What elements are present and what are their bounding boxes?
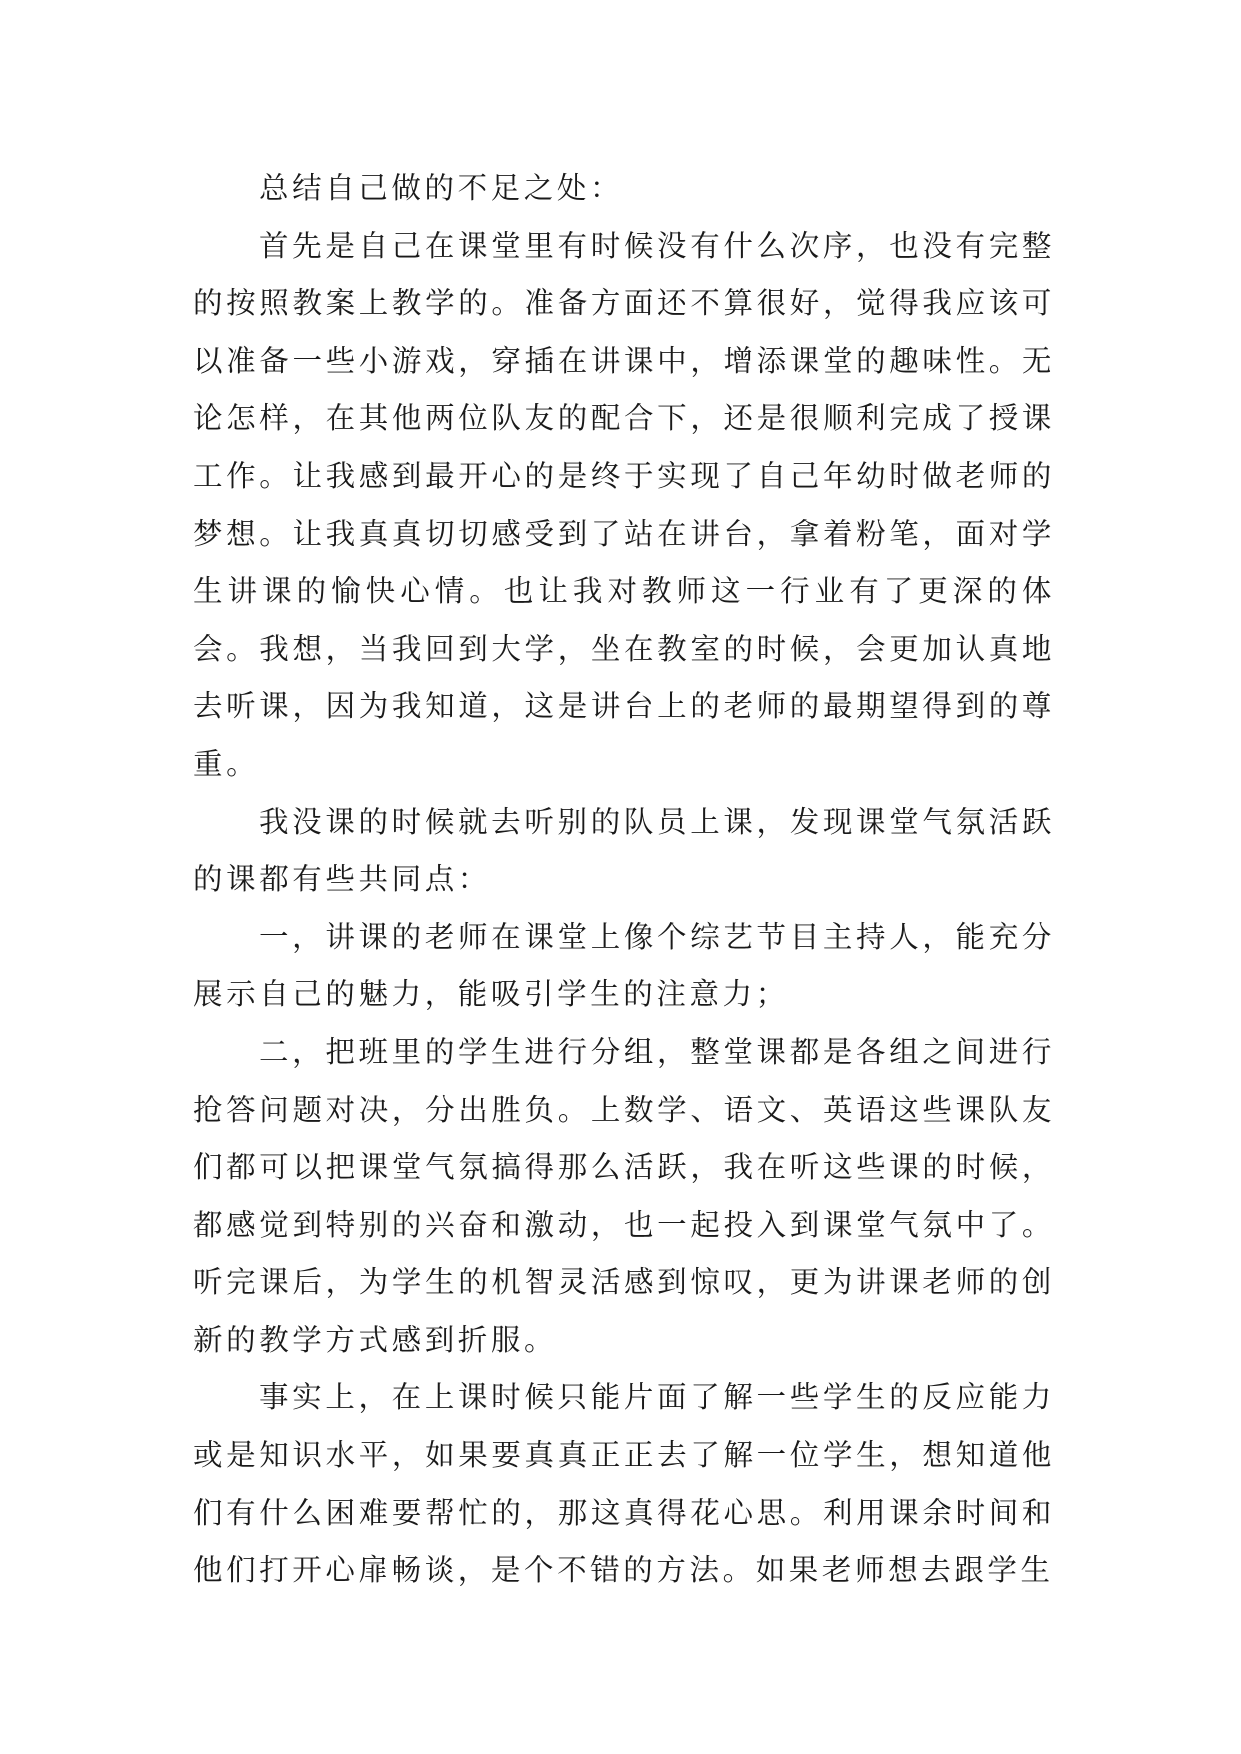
document-body xyxy=(193,160,1055,1600)
paragraph-shortcomings: 首先是自己在课堂里有时候没有什么次序，也没有完整的按照教案上教学的。准备方面还不算很好，觉得我应该可以准备一些小游戏，穿插在讲课中，增添课堂的趣味性。无论怎样，在其他两位队友的配合下，还是很顺利完成了授课工作。让我感到最开心的是终于实现了自己年幼时做老师的梦想。让我真真切切感受到了站在讲台，拿着粉笔，面对学生讲课的愉快心情。也让我对教师这一行业有了更深的体会。我想，当我回到大学，坐在教室的时候，会更加认真地去听课，因为我知道，这是讲台上的老师的最期望得到的尊重。 xyxy=(193,228,1055,781)
paragraph-point-two: 二，把班里的学生进行分组，整堂课都是各组之间进行抢答问题对决，分出胜负。上数学、语文、英语这些课队友们都可以把课堂气氛搞得那么活跃，我在听这些课的时候，都感觉到特别的兴奋和激动，也一起投入到课堂气氛中了。听完课后，为学生的机智灵活感到惊叹，更为讲课老师的创新的教学方式感到折服。 xyxy=(193,1034,1055,1357)
paragraph-summary-heading: 总结自己做的不足之处： xyxy=(259,171,624,205)
paragraph-understanding-students: 事实上，在上课时候只能片面了解一些学生的反应能力或是知识水平，如果要真真正正去了解一位学生，想知道他们有什么困难要帮忙的，那这真得花心思。利用课余时间和他们打开心扉畅谈，是个不错的方法。如果老师想去跟学生 xyxy=(193,1380,1055,1588)
paragraph-observation-intro: 我没课的时候就去听别的队员上课，发现课堂气氛活跃的课都有些共同点： xyxy=(193,804,1055,897)
paragraph-point-one: 一，讲课的老师在课堂上像个综艺节目主持人，能充分展示自己的魅力，能吸引学生的注意力； xyxy=(193,919,1055,1012)
